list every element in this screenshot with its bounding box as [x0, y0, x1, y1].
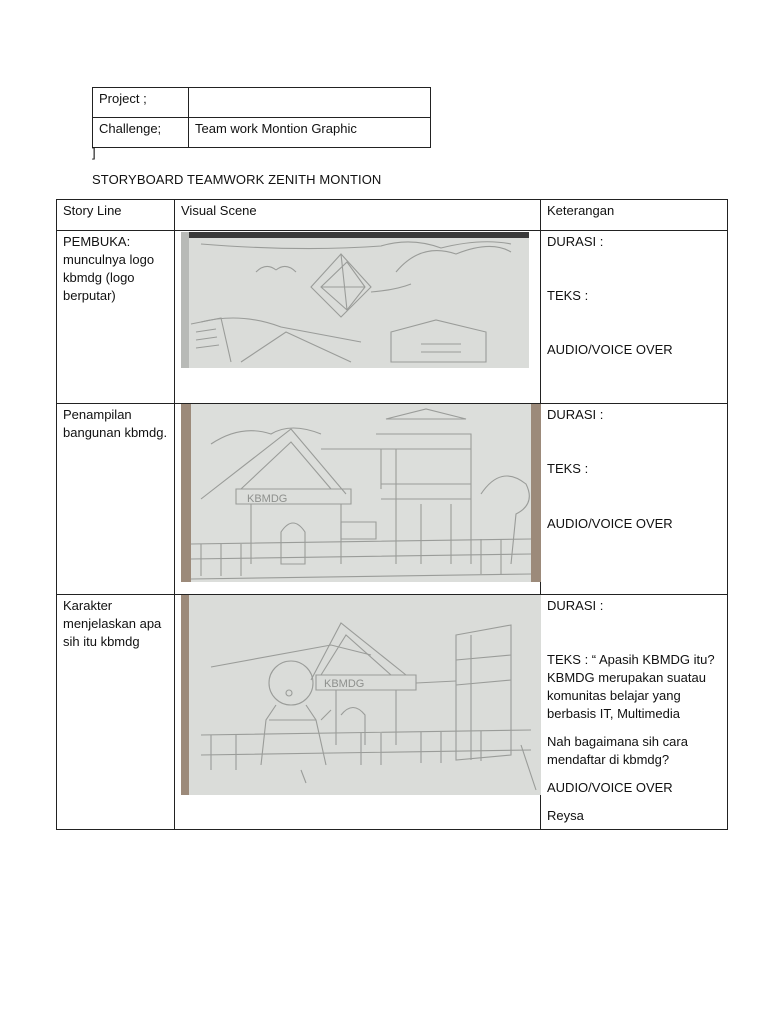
header-keterangan: Keterangan	[541, 200, 728, 231]
audio-label: AUDIO/VOICE OVER	[547, 516, 673, 531]
story-cell: Karakter menjelaskan apa sih itu kbmdg	[57, 595, 175, 830]
project-info-table	[92, 87, 431, 148]
visual-scene-cell	[175, 595, 541, 830]
audio-label: AUDIO/VOICE OVER	[547, 780, 673, 795]
keterangan-cell	[541, 404, 728, 595]
story-cell: Penampilan bangunan kbmdg.	[57, 404, 175, 595]
teks-label: TEKS :	[547, 461, 589, 476]
sketch-sign-text: KBMDG	[324, 678, 365, 690]
challenge-value: Team work Montion Graphic	[189, 118, 431, 148]
keterangan-cell	[541, 595, 728, 830]
project-value	[189, 88, 431, 118]
audio-label: AUDIO/VOICE OVER	[547, 342, 673, 357]
sketch-sign-text: KBMDG	[247, 493, 288, 505]
table-row	[57, 595, 728, 830]
sketch-image-character	[181, 595, 541, 795]
storyboard-table	[56, 199, 728, 830]
durasi-label: DURASI :	[547, 598, 604, 613]
table-header-row	[57, 200, 728, 231]
challenge-label: Challenge;	[93, 118, 189, 148]
sketch-image-building	[181, 404, 541, 582]
keterangan-cell	[541, 231, 728, 404]
header-visual-scene: Visual Scene	[175, 200, 541, 231]
visual-scene-cell	[175, 231, 541, 404]
table-row	[57, 404, 728, 595]
durasi-label: DURASI :	[547, 234, 604, 249]
header-story-line: Story Line	[57, 200, 175, 231]
visual-scene-cell	[175, 404, 541, 595]
durasi-label: DURASI :	[547, 407, 604, 422]
story-cell: PEMBUKA: munculnya logo kbmdg (logo berputar)	[57, 231, 175, 404]
voice-name: Reysa	[547, 808, 584, 823]
teks-continued: Nah bagaimana sih cara mendaftar di kbmdg?	[547, 734, 688, 767]
project-label: Project ;	[93, 88, 189, 118]
teks-label: TEKS :	[547, 288, 589, 303]
table-row	[57, 231, 728, 404]
document-title: STORYBOARD TEAMWORK ZENITH MONTION	[92, 172, 382, 187]
stray-bracket: ]	[92, 145, 96, 160]
sketch-image-logo	[181, 232, 529, 368]
teks-label: TEKS : “ Apasih KBMDG itu? KBMDG merupakan suatau komunitas belajar yang berbasis IT, Multimedia	[547, 652, 715, 721]
